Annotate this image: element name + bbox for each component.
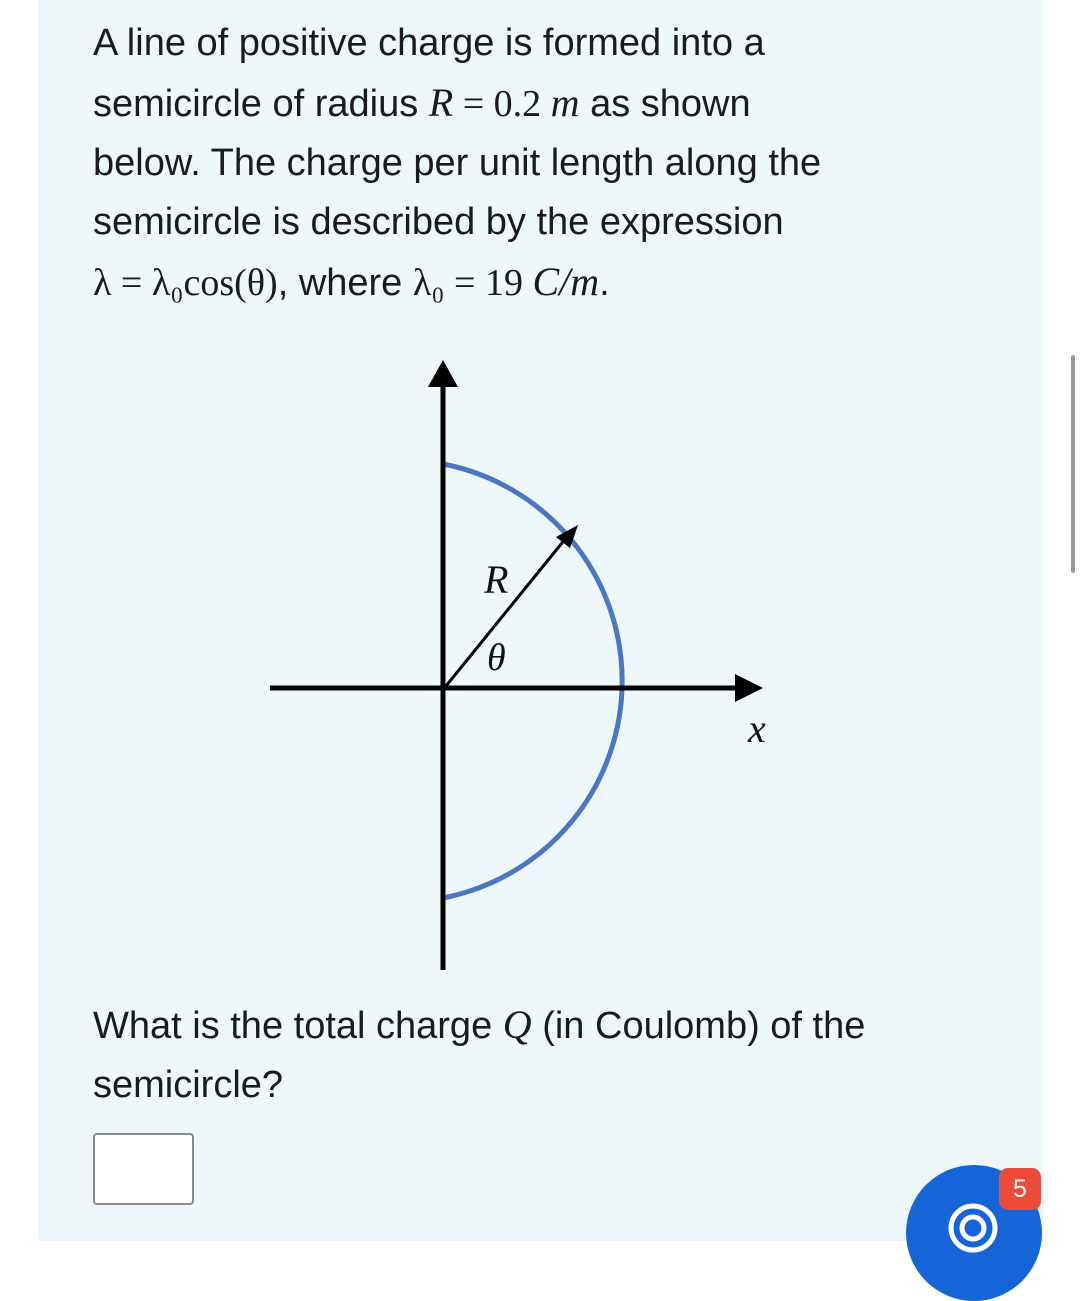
period: .	[599, 262, 610, 304]
question-line-1: What is the total charge	[93, 1005, 503, 1047]
statement-line-2-end: as shown	[579, 83, 751, 125]
y-axis-arrowhead	[428, 360, 458, 387]
charged-semicircle-arc	[443, 464, 622, 898]
statement-line-1: A line of positive charge is formed into a	[93, 22, 765, 64]
lambda0-value: λ₀ = 19	[412, 262, 533, 304]
x-axis-arrowhead	[735, 674, 763, 702]
radius-symbol: R	[428, 80, 454, 125]
radius-unit: m	[550, 80, 580, 125]
statement-line-4: semicircle is described by the expression	[93, 201, 784, 243]
question-line-2: semicircle?	[93, 1064, 284, 1106]
question-line-1-end: (in Coulomb) of the	[531, 1005, 866, 1047]
x-axis-label: x	[748, 706, 766, 751]
radius-value: = 0.2	[453, 83, 551, 125]
where-text: , where	[277, 262, 413, 304]
charge-symbol: Q	[502, 1002, 532, 1047]
radius-label: R	[484, 557, 509, 602]
statement-line-2: semicircle of radius	[93, 83, 429, 125]
lambda0-unit: C/m	[532, 259, 600, 304]
statement-line-3: below. The charge per unit length along the	[93, 142, 822, 184]
charge-density-expression: λ = λ₀cos(θ)	[93, 262, 278, 304]
answer-input[interactable]	[93, 1133, 194, 1205]
question-text	[93, 995, 973, 1115]
notification-badge: 5	[999, 1168, 1041, 1210]
assistant-icon	[945, 1200, 1001, 1256]
angle-label: θ	[487, 637, 506, 679]
scrollbar[interactable]	[1071, 355, 1075, 573]
